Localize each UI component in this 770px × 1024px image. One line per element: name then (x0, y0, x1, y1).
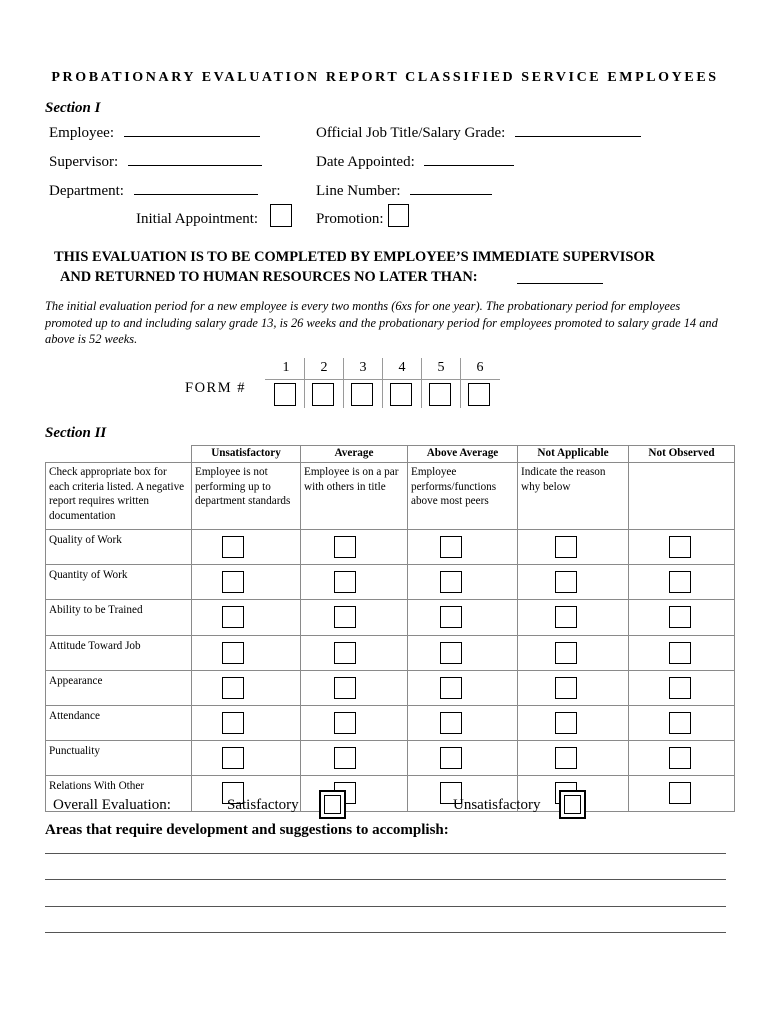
criterion-label: Attendance (46, 705, 192, 740)
rating-cell (408, 741, 518, 776)
department-field-row (49, 180, 258, 200)
rating-checkbox[interactable] (440, 712, 462, 734)
job-title-field[interactable] (515, 122, 641, 137)
overall-evaluation-label: Overall Evaluation: (53, 797, 171, 813)
criterion-label: Relations With Other (46, 776, 192, 811)
rating-cell (301, 776, 408, 811)
rating-checkbox[interactable] (222, 677, 244, 699)
job-title-label: Official Job Title/Salary Grade: (316, 125, 506, 141)
form-3-checkbox[interactable] (351, 383, 373, 406)
rating-cell (629, 741, 735, 776)
rating-checkbox[interactable] (334, 677, 356, 699)
rating-checkbox[interactable] (555, 571, 577, 593)
promotion-label: Promotion: (316, 211, 384, 227)
rating-checkbox[interactable] (334, 712, 356, 734)
rating-checkbox[interactable] (334, 747, 356, 769)
rating-cell (408, 670, 518, 705)
section-1-heading: Section I (45, 100, 101, 116)
table-row (46, 741, 735, 776)
initial-appointment-label: Initial Appointment: (136, 211, 259, 227)
rating-cell (629, 776, 735, 811)
table-row (46, 565, 735, 600)
rating-cell (301, 635, 408, 670)
rating-checkbox[interactable] (222, 536, 244, 558)
department-field[interactable] (134, 180, 258, 195)
rating-cell (192, 705, 301, 740)
form-number-3: 3 (359, 360, 367, 375)
job-title-field-row (316, 122, 641, 142)
rating-cell (629, 565, 735, 600)
rating-checkbox[interactable] (334, 606, 356, 628)
rating-cell (629, 705, 735, 740)
criterion-label: Quality of Work (46, 530, 192, 565)
description-average: Employee is on a par with others in title (301, 463, 408, 530)
description-unsatisfactory: Employee is not performing up to department standards (192, 463, 301, 530)
section-2-heading: Section II (45, 425, 107, 441)
satisfactory-label: Satisfactory (227, 797, 299, 813)
form-grid-divider (382, 358, 383, 408)
form-grid-divider (343, 358, 344, 408)
criterion-label: Appearance (46, 670, 192, 705)
form-grid-divider (304, 358, 305, 408)
rating-checkbox[interactable] (222, 747, 244, 769)
rating-cell (518, 565, 629, 600)
table-row (46, 705, 735, 740)
rating-checkbox[interactable] (555, 606, 577, 628)
form-grid-divider (460, 358, 461, 408)
table-row (46, 635, 735, 670)
rating-cell (629, 635, 735, 670)
rating-cell (408, 635, 518, 670)
table-header-blank (46, 446, 192, 463)
line-number-label: Line Number: (316, 183, 401, 199)
rating-checkbox[interactable] (222, 642, 244, 664)
rating-checkbox[interactable] (555, 747, 577, 769)
writing-line[interactable] (45, 879, 726, 880)
form-number-1: 1 (282, 360, 290, 375)
rating-cell (629, 530, 735, 565)
employee-label: Employee: (49, 125, 114, 141)
rating-cell (301, 741, 408, 776)
form-number-6: 6 (476, 360, 484, 375)
rating-checkbox[interactable] (555, 677, 577, 699)
rating-cell (301, 705, 408, 740)
return-date-field[interactable] (517, 283, 603, 284)
rating-cell (518, 600, 629, 635)
rating-cell (301, 670, 408, 705)
form-5-checkbox[interactable] (429, 383, 451, 406)
satisfactory-checkbox[interactable] (319, 790, 346, 819)
rating-cell (408, 530, 518, 565)
rating-cell (408, 565, 518, 600)
form-number-4: 4 (398, 360, 406, 375)
table-description-row (46, 463, 735, 530)
criterion-label: Quantity of Work (46, 565, 192, 600)
rating-cell (518, 670, 629, 705)
rating-checkbox[interactable] (669, 782, 691, 804)
writing-line[interactable] (45, 932, 726, 933)
criterion-label: Ability to be Trained (46, 600, 192, 635)
rating-cell (629, 600, 735, 635)
writing-line[interactable] (45, 853, 726, 854)
unsatisfactory-label: Unsatisfactory (453, 797, 541, 813)
rating-cell (192, 565, 301, 600)
date-appointed-field[interactable] (424, 151, 514, 166)
form-number-2: 2 (320, 360, 328, 375)
rating-checkbox[interactable] (669, 677, 691, 699)
department-label: Department: (49, 183, 124, 199)
date-appointed-field-row (316, 151, 514, 171)
rating-cell (518, 635, 629, 670)
evaluation-table (45, 445, 735, 812)
rating-checkbox[interactable] (669, 642, 691, 664)
rating-cell (518, 705, 629, 740)
rating-checkbox[interactable] (222, 712, 244, 734)
rating-cell (408, 600, 518, 635)
rating-cell (408, 705, 518, 740)
table-header-row (46, 446, 735, 463)
description-not-applicable: Indicate the reason why below (518, 463, 629, 530)
rating-cell (192, 530, 301, 565)
column-header-average: Average (301, 446, 408, 463)
rating-checkbox[interactable] (222, 571, 244, 593)
writing-line[interactable] (45, 906, 726, 907)
rating-checkbox[interactable] (669, 712, 691, 734)
supervisor-field[interactable] (128, 151, 262, 166)
employee-field[interactable] (124, 122, 260, 137)
criterion-label: Attitude Toward Job (46, 635, 192, 670)
promotion-checkbox[interactable] (388, 204, 409, 227)
criterion-label: Punctuality (46, 741, 192, 776)
form-6-checkbox[interactable] (468, 383, 490, 406)
rating-cell (192, 741, 301, 776)
column-header-above-average: Above Average (408, 446, 518, 463)
rating-cell (192, 670, 301, 705)
rating-checkbox[interactable] (669, 536, 691, 558)
rating-checkbox[interactable] (334, 571, 356, 593)
rating-checkbox[interactable] (555, 712, 577, 734)
rating-checkbox[interactable] (555, 536, 577, 558)
rating-cell (301, 565, 408, 600)
form-1-checkbox[interactable] (274, 383, 296, 406)
rating-checkbox[interactable] (440, 642, 462, 664)
table-row (46, 670, 735, 705)
employee-field-row (49, 122, 260, 142)
rating-checkbox[interactable] (669, 747, 691, 769)
rating-checkbox[interactable] (334, 536, 356, 558)
evaluation-period-paragraph: The initial evaluation period for a new employee is every two months (6xs for one year). The probationary period for employees promoted up to and including salary grade 13, is 26 weeks and the probationary period for employees promoted to salary grade 14 and above is 52 weeks. (45, 299, 718, 346)
notice-line-2: AND RETURNED TO HUMAN RESOURCES NO LATER THAN: (60, 269, 478, 285)
rating-checkbox[interactable] (669, 571, 691, 593)
line-number-field[interactable] (410, 180, 492, 195)
rating-checkbox[interactable] (440, 677, 462, 699)
rating-cell (192, 600, 301, 635)
rating-cell (629, 670, 735, 705)
unsatisfactory-checkbox[interactable] (559, 790, 586, 819)
initial-appointment-checkbox[interactable] (270, 204, 292, 227)
development-areas-heading: Areas that require development and suggestions to accomplish: (45, 822, 449, 838)
instructions-cell: Check appropriate box for each criteria listed. A negative report requires written documentation (46, 463, 192, 530)
line-number-field-row (316, 180, 492, 200)
rating-cell (518, 741, 629, 776)
rating-checkbox[interactable] (555, 642, 577, 664)
form-number-label: FORM # (185, 380, 246, 396)
form-4-checkbox[interactable] (390, 383, 412, 406)
notice-line-1: THIS EVALUATION IS TO BE COMPLETED BY EMPLOYEE’S IMMEDIATE SUPERVISOR (54, 249, 655, 265)
description-not-observed (629, 463, 735, 530)
rating-checkbox[interactable] (440, 536, 462, 558)
rating-cell (301, 600, 408, 635)
rating-checkbox[interactable] (440, 606, 462, 628)
rating-cell (301, 530, 408, 565)
supervisor-field-row (49, 151, 262, 171)
rating-checkbox[interactable] (669, 606, 691, 628)
table-row (46, 600, 735, 635)
rating-cell (192, 635, 301, 670)
form-grid-rule (265, 379, 500, 380)
column-header-not-observed: Not Observed (629, 446, 735, 463)
rating-checkbox[interactable] (440, 571, 462, 593)
rating-checkbox[interactable] (222, 606, 244, 628)
rating-cell (518, 530, 629, 565)
rating-checkbox[interactable] (440, 747, 462, 769)
supervisor-label: Supervisor: (49, 154, 119, 170)
page-title: PROBATIONARY EVALUATION REPORT CLASSIFIED SERVICE EMPLOYEES (51, 70, 719, 85)
form-2-checkbox[interactable] (312, 383, 334, 406)
form-grid-divider (421, 358, 422, 408)
description-above-average: Employee performs/functions above most peers (408, 463, 518, 530)
rating-checkbox[interactable] (334, 642, 356, 664)
date-appointed-label: Date Appointed: (316, 154, 415, 170)
column-header-unsatisfactory: Unsatisfactory (192, 446, 301, 463)
form-number-5: 5 (437, 360, 445, 375)
column-header-not-applicable: Not Applicable (518, 446, 629, 463)
table-row (46, 530, 735, 565)
